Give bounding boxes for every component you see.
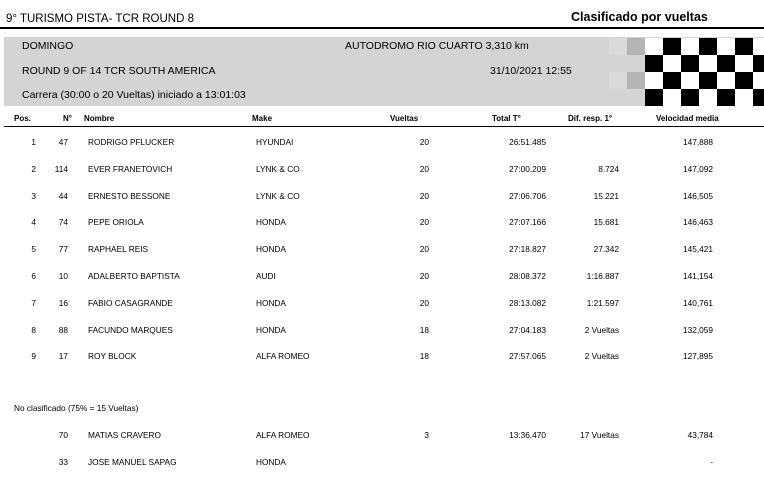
cell-laps: 20 [419,217,429,228]
cell-speed: 146,505 [683,190,713,201]
flag-square [735,55,753,72]
cell-num: 16 [58,297,68,308]
cell-num: 88 [58,324,68,335]
not-classified-label: No clasificado (75% = 15 Vueltas) [14,403,139,413]
cell-speed: - [710,456,713,467]
cell-diff: 27.342 [593,244,619,255]
cell-num: 114 [54,163,68,174]
cell-diff: 1:21.597 [586,297,619,308]
flag-square [717,38,735,55]
flag-square [753,89,764,106]
cell-total: 27:07.166 [509,217,546,228]
cell-pos: 6 [31,271,36,281]
cell-name: PEPE ORIOLA [88,217,144,228]
cell-name: ADALBERTO BAPTISTA [88,271,180,281]
cell-make: ALFA ROMEO [256,351,310,362]
flag-square [681,89,699,106]
cell-make: ALFA ROMEO [256,430,310,440]
cell-name: ERNESTO BESSONE [88,190,171,201]
cell-speed: 43,784 [687,430,713,440]
checkered-flag-graphic [591,38,764,106]
cell-speed: 145,421 [683,244,713,255]
cell-total: 27:00.209 [509,163,546,174]
flag-square [645,89,663,106]
cell-make: LYNK & CO [256,163,300,174]
cell-name: EVER FRANETOVICH [88,163,173,174]
col-diff: Dif. resp. 1° [568,114,613,123]
table-row [0,351,764,365]
cell-laps: 20 [419,271,429,281]
cell-num: 33 [58,456,68,467]
cell-total: 27:06.706 [509,190,546,201]
col-make: Make [252,114,273,123]
flag-square [663,72,681,89]
cell-laps: 20 [419,163,429,174]
table-row [0,325,764,339]
flag-square [645,55,663,72]
flag-square [717,89,735,106]
cell-total: 27:57.065 [509,351,546,362]
cell-num: 44 [58,190,68,201]
report-type-title: Clasificado por vueltas [571,10,708,24]
cell-name: ROY BLOCK [88,351,137,362]
table-row [0,457,764,471]
cell-name: RODRIGO PFLUCKER [88,137,175,147]
cell-make: HONDA [256,456,286,467]
cell-name: RAPHAEL REIS [88,244,149,255]
flag-square [663,55,681,72]
col-laps: Vueltas [390,114,419,123]
col-total: Total T° [492,114,521,123]
cell-pos: 1 [31,137,36,147]
cell-pos: 3 [31,190,36,201]
flag-square [609,38,627,55]
cell-total: 27:04.183 [509,324,546,335]
cell-laps: 18 [419,351,429,362]
cell-pos: 5 [31,244,36,255]
cell-total: 28:13.082 [509,297,546,308]
cell-laps: 20 [419,297,429,308]
flag-square [681,72,699,89]
table-row [0,164,764,178]
cell-laps: 3 [424,430,429,440]
flag-square [699,72,717,89]
cell-diff: 15.221 [593,190,619,201]
flag-square [753,55,764,72]
flag-square [645,38,663,55]
flag-square [735,89,753,106]
cell-make: HONDA [256,244,286,255]
cell-make: HONDA [256,324,286,335]
cell-num: 47 [58,137,68,147]
table-row [0,191,764,205]
cell-make: HONDA [256,217,286,228]
flag-square [753,38,764,55]
cell-name: FACUNDO MARQUES [88,324,173,335]
flag-square [699,55,717,72]
cell-laps: 20 [419,190,429,201]
flag-square [735,72,753,89]
event-day: DOMINGO [22,40,74,52]
flag-square [753,72,764,89]
header-divider [4,126,764,127]
cell-total: 27:18.827 [509,244,546,255]
flag-square [717,72,735,89]
cell-total: 13:36.470 [509,430,546,440]
flag-square [645,72,663,89]
cell-speed: 147,888 [683,137,713,147]
cell-speed: 141,154 [683,271,713,281]
flag-square [681,38,699,55]
cell-diff: 15.681 [593,217,619,228]
cell-pos: 9 [31,351,36,362]
top-divider [0,27,764,29]
table-row [0,137,764,151]
flag-square [663,89,681,106]
table-row [0,244,764,258]
col-speed: Velocidad media [656,114,719,123]
cell-speed: 146,463 [683,217,713,228]
cell-speed: 147,092 [683,163,713,174]
cell-total: 28:08.372 [509,271,546,281]
flag-square [627,38,645,55]
event-datetime: 31/10/2021 12:55 [490,65,572,77]
cell-laps: 20 [419,244,429,255]
table-row [0,217,764,231]
cell-speed: 127,895 [683,351,713,362]
cell-pos: 7 [31,297,36,308]
cell-num: 74 [58,217,68,228]
flag-square [735,38,753,55]
flag-square [627,72,645,89]
cell-name: MATIAS CRAVERO [88,430,161,440]
race-info: Carrera (30:00 o 20 Vueltas) iniciado a 13:01:03 [22,89,246,101]
flag-square [699,89,717,106]
cell-diff: 17 Vueltas [580,430,619,440]
cell-num: 10 [58,271,68,281]
cell-name: FABIO CASAGRANDE [88,297,173,308]
flag-square [663,38,681,55]
cell-diff: 2 Vueltas [584,324,619,335]
event-round: ROUND 9 OF 14 TCR SOUTH AMERICA [22,65,216,77]
cell-diff: 8.724 [598,163,619,174]
cell-speed: 140,761 [683,297,713,308]
table-row [0,271,764,285]
cell-pos: 8 [31,324,36,335]
cell-name: JOSE MANUEL SAPAG [88,456,177,467]
cell-diff: 2 Vueltas [584,351,619,362]
flag-square [717,55,735,72]
cell-pos: 4 [31,217,36,228]
cell-make: HONDA [256,297,286,308]
cell-num: 77 [58,244,68,255]
flag-square [699,38,717,55]
flag-square [681,55,699,72]
cell-total: 26:51.485 [509,137,546,147]
cell-diff: 1:16.887 [586,271,619,281]
flag-square [609,72,627,89]
cell-pos: 2 [31,163,36,174]
col-num: N° [63,114,72,123]
cell-laps: 18 [419,324,429,335]
col-name: Nombre [84,114,115,123]
cell-laps: 20 [419,137,429,147]
table-row [0,430,764,444]
cell-make: LYNK & CO [256,190,300,201]
page-title: 9° TURISMO PISTA- TCR ROUND 8 [6,13,194,25]
cell-num: 70 [58,430,68,440]
table-row [0,298,764,312]
cell-num: 17 [58,351,68,362]
event-venue: AUTODROMO RIO CUARTO 3,310 km [345,40,529,52]
col-pos: Pos. [14,114,31,123]
cell-make: AUDI [256,271,276,281]
cell-make: HYUNDAI [256,137,294,147]
cell-speed: 132,059 [683,324,713,335]
